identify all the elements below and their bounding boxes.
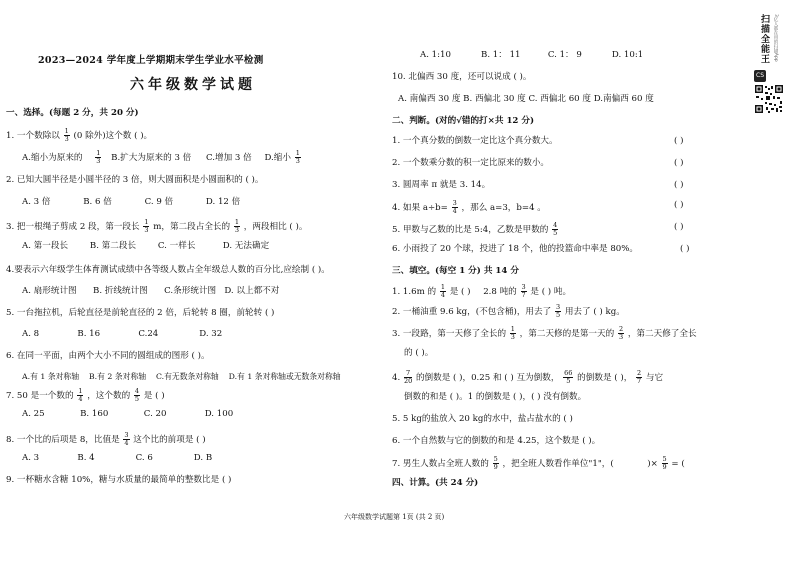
judge-6: 6. 小雨投了 20 个球，投进了 18 个，他的投篮命中率是 80%。 bbox=[392, 244, 639, 254]
page-footer: 六年级数学试题第 1页 (共 2 页) bbox=[344, 513, 445, 521]
fill-4-cont: 倒数的和是 ( )。1 的倒数是 ( )，( ) 没有倒数。 bbox=[404, 392, 587, 402]
fill-5: 5. 5 kg的盐放入 20 kg的水中，盐占盐水的 ( ) bbox=[392, 414, 573, 424]
fill-3: 3. 一段路，第一天修了全长的 $\frac{1}{3}$ ，第二天修的是第一天的 $\frac{2}{3}$ ，第二天修了全长 bbox=[392, 325, 697, 341]
question-2: 2. 已知大圆半径是小圆半径的 3 倍，则大圆面积是小圆面积的 ( )。 bbox=[6, 175, 264, 185]
question-6: 6. 在同一平面，由两个大小不同的圆组成的图形 ( )。 bbox=[6, 351, 210, 361]
fill-4: 4. $\frac{7}{20}$ 的倒数是 ( )，0.25 和 ( ) 互为倒数， $\frac{66}{5}$ 的倒数是 ( )， $\frac{2}{7}$ 与它 bbox=[392, 369, 664, 385]
scanner-logo-icon: CS bbox=[754, 70, 766, 82]
judge-3-answer[interactable]: ( ) bbox=[674, 180, 684, 190]
judge-1-answer[interactable]: ( ) bbox=[674, 136, 684, 146]
question-2-options: A. 3 倍 B. 6 倍 C. 9 倍 D. 12 倍 bbox=[22, 197, 241, 207]
judge-5-answer[interactable]: ( ) bbox=[674, 222, 684, 232]
paper-title: 六年级数学试题 bbox=[130, 77, 256, 93]
question-10-options: A. 南偏西 30 度 B. 西偏北 30 度 C. 西偏北 60 度 D.南偏西 60 度 bbox=[398, 94, 654, 104]
question-4: 4.要表示六年级学生体育测试成绩中各等级人数占全年级总人数的百分比,应绘制 ( )。 bbox=[6, 265, 330, 275]
judge-4-answer[interactable]: ( ) bbox=[674, 200, 684, 210]
question-5: 5. 一台拖拉机，后轮直径是前轮直径的 2 倍，后轮转 8 圈，前轮转 ( ) bbox=[6, 308, 275, 318]
fraction: $\frac{1}{3}$ bbox=[64, 127, 69, 143]
judge-2: 2. 一个数乘分数的积一定比原来的数小。 bbox=[392, 158, 550, 168]
question-1: 1. 一个数除以 $\frac{1}{3}$ (0 除外)这个数 ( )。 bbox=[6, 127, 153, 143]
question-8: 8. 一个比的后项是 8，比值是 $\frac{3}{4}$ 这个比的前项是 ( ) bbox=[6, 431, 206, 447]
question-1-options: A.缩小为原来的 $\frac{1}{3}$ B.扩大为原来的 3 倍 C.增加 3 倍 D.缩小 $\frac{1}{3}$ bbox=[22, 149, 300, 165]
question-9: 9. 一杯糖水含糖 10%，糖与水质量的最简单的整数比是 ( ) bbox=[6, 475, 232, 485]
fill-3-cont: 的 ( )。 bbox=[404, 348, 434, 358]
judge-3: 3. 圆周率 π 就是 3. 14。 bbox=[392, 180, 491, 190]
fill-6: 6. 一个自然数与它的倒数的和是 4.25，这个数是 ( )。 bbox=[392, 436, 601, 446]
question-7-options: A. 25 B. 160 C. 20 D. 100 bbox=[22, 409, 234, 419]
fill-7: 7. 男生人数占全班人数的 $\frac{5}{9}$ ，把全班人数看作单位"1"，( )× $\frac{5}{9}$ = ( bbox=[392, 455, 685, 471]
judge-6-answer[interactable]: ( ) bbox=[680, 244, 690, 254]
section4-heading: 四、计算。(共 24 分) bbox=[392, 478, 479, 488]
question-7: 7. 50 是一个数的 $\frac{1}{4}$ ，这个数的 $\frac{4}{5}$ 是 ( ) bbox=[6, 387, 165, 403]
fill-2: 2. 一桶油重 9.6 kg，(不包含桶)，用去了 $\frac{3}{5}$ 用去了 ( ) kg。 bbox=[392, 303, 625, 319]
scanner-brand: 扫描全能王 bbox=[759, 14, 769, 64]
judge-4: 4. 如果 a÷b= $\frac{3}{4}$ ，那么 a=3，b=4 。 bbox=[392, 199, 546, 215]
question-10: 10. 北偏西 30 度，还可以说成 ( )。 bbox=[392, 72, 532, 82]
question-8-options: A. 3 B. 4 C. 6 D. B bbox=[22, 453, 213, 463]
section3-heading: 三、填空。(每空 1 分) 共 14 分 bbox=[392, 266, 519, 276]
fill-1: 1. 1.6m 的 $\frac{1}{4}$ 是 ( ) 2.8 吨的 $\frac{3}{7}$ 是 ( ) 吨。 bbox=[392, 283, 572, 299]
section2-heading: 二、判断。(对的√错的打×共 12 分) bbox=[392, 116, 535, 126]
judge-2-answer[interactable]: ( ) bbox=[674, 158, 684, 168]
question-3: 3. 把一根绳子剪成 2 段，第一段长 $\frac{1}{3}$ m，第二段占全长的 $\frac{1}{3}$ ，两段相比 ( )。 bbox=[6, 218, 308, 234]
section1-heading: 一、选择。(每题 2 分，共 20 分) bbox=[6, 108, 139, 118]
question-5-options: A. 8 B. 16 C.24 D. 32 bbox=[22, 329, 223, 339]
judge-5: 5. 甲数与乙数的比是 5:4，乙数是甲数的 $\frac{4}{5}$ bbox=[392, 221, 558, 237]
question-3-options: A. 第一段长 B. 第二段长 C. 一样长 D. 无法确定 bbox=[22, 241, 270, 251]
qr-code-icon[interactable] bbox=[754, 84, 784, 114]
judge-1: 1. 一个真分数的倒数一定比这个真分数大。 bbox=[392, 136, 558, 146]
scanner-subtitle: 3亿人都在用的扫描App bbox=[773, 14, 778, 62]
question-6-options: A.有 1 条对称轴 B.有 2 条对称轴 C.有无数条对称轴 D.有 1 条对称轴或无数条对称轴 bbox=[22, 372, 341, 381]
question-4-options: A. 扇形统计图 B. 折线统计图 C.条形统计图 D. 以上都不对 bbox=[22, 286, 280, 296]
exam-title: 2023—2024 学年度上学期期末学生学业水平检测 bbox=[38, 55, 264, 66]
question-9-options: A. 1:10 B. 1： 11 C. 1： 9 D. 10:1 bbox=[420, 50, 644, 60]
